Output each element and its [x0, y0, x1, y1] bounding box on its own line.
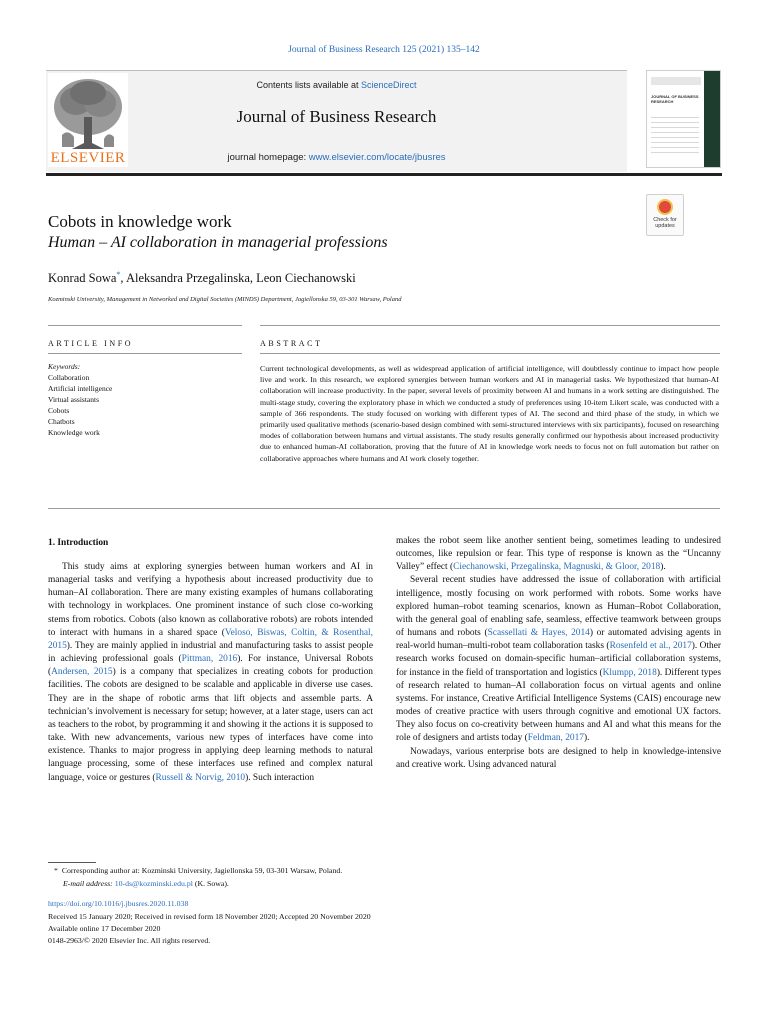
- abstract-bottom-rule: [48, 508, 720, 509]
- check-updates-icon: [657, 199, 673, 215]
- contents-available-line: [0, 80, 673, 90]
- email-link[interactable]: 10-ds@kozminski.edu.pl: [114, 879, 193, 888]
- paragraph-text: ) is a company that specializes in creating cobots for production facilities. The cobots are designed to be scalable and applicable in diverse use cases. They are in the shape of robotic arms that lift objects and assemble parts. A technician’s involvement is necessary for setup; however, at a later stage, users can act as teachers to the robot, by programming it and showing it the actions it is supposed to take. With new advancements, various new types of interfaces have come into existence. Thanks to major progress in applying deep learning methods to natural language processing, some of these interfaces use refined and complex natural language, voice or gestures (: [48, 667, 373, 783]
- journal-homepage-line: [0, 152, 673, 163]
- citation-link[interactable]: Russell & Norvig, 2010: [155, 772, 246, 783]
- paragraph-text: ) or automated advising agents in real-world human–multi-robot team collaboration tasks (: [396, 628, 722, 652]
- keyword-item: Artificial intelligence: [48, 384, 113, 393]
- available-online: Available online 17 December 2020: [48, 924, 161, 933]
- abstract-top-rule: [260, 325, 720, 326]
- body-column-right: [396, 535, 721, 772]
- email-label: E-mail address:: [63, 879, 113, 888]
- article-info-heading: ARTICLE INFO: [48, 339, 134, 348]
- paragraph-text: ). Different types of research related to human–AI collaboration focus on virtual agents and online systems. For instance, Creative Artificial Intelligence Systems (CAIS) encourage new modes of creative practice with users through cognitive and emotional UX factors. They also focus on co-creativity between humans and AI and what this means for the role of designers and artists today (: [396, 667, 721, 744]
- paragraph-text: Several recent studies have addressed the issue of collaboration with artificial intelligence, mostly focusing on work performed with robots. Some works have explored human–robot teaming scenarios, known as Human–Robot Collaboration, with the general goal of enabling safe, seamless, effective teamwork between groups of humans and robots (: [396, 575, 721, 639]
- continued-paragraph: [396, 535, 721, 574]
- citation-link[interactable]: Veloso, Biswas, Coltin, & Rosenthal, 2015: [48, 627, 373, 651]
- paragraph-text: ).: [660, 562, 666, 573]
- keywords-label: Keywords:: [48, 362, 81, 371]
- section-heading-introduction: 1. Introduction: [48, 538, 109, 548]
- body-paragraph: [396, 574, 721, 745]
- email-footnote: [63, 879, 229, 888]
- author-name: Konrad Sowa: [48, 271, 117, 286]
- article-info-top-rule: [48, 325, 242, 326]
- citation-link[interactable]: Pittman, 2016: [181, 654, 238, 665]
- journal-cover-thumbnail[interactable]: [646, 70, 721, 168]
- cover-journal-name: JOURNAL OF BUSINESS RESEARCH: [651, 94, 699, 104]
- abstract-text: Current technological developments, as well as widespread application of artificial intelligence, will doubtlessly continue to impact how people live and work. In this research, we explored synergies between human workers and AI in managerial tasks. We hypothesized that human-AI collaboration will increase productivity. In the paper, several levels of proximity between AI and humans in a work setting are distinguished. The multi-stage study, covering the exploratory phase in which we conducted a study of preferences using 10-item Likert scale, was conducted with a sample of 366 respondents. The study focused on working with different types of AI. The second and third phase of the study, in which we primarily used qualitative methods (scenario-based design combined with semi-structured interviews with six participants), focused on researching modes of collaboration between humans and virtual assistants. The study results generally confirmed our hypothesis about increased productivity due to enhanced human-AI collaboration, proving that the future of AI in knowledge work needs to focus not on full automation but rather on collaborative approaches where humans and AI work closely together.: [260, 364, 719, 463]
- journal-homepage-link[interactable]: www.elsevier.com/locate/jbusres: [308, 152, 446, 163]
- elsevier-wordmark: ELSEVIER: [50, 150, 126, 166]
- author-affiliation: Kozminski University, Management in Networked and Digital Societies (MINDS) Department, Jagiellonska 59, 03-301 Warsaw, Poland: [48, 296, 402, 303]
- doi-text[interactable]: https://doi.org/10.1016/j.jbusres.2020.11.038: [48, 899, 189, 908]
- citation-link[interactable]: Andersen, 2015: [51, 667, 113, 678]
- paper-title: Cobots in knowledge work: [48, 212, 232, 231]
- keyword-item: Chatbots: [48, 417, 75, 426]
- body-paragraph: Nowadays, various enterprise bots are designed to help in knowledge-intensive and creative work. Using advanced natural: [396, 746, 721, 770]
- keyword-item: Virtual assistants: [48, 395, 100, 404]
- journal-citation-link[interactable]: Journal of Business Research 125 (2021) 135–142: [288, 45, 480, 55]
- author-list: [48, 270, 356, 286]
- corresponding-author-text: Corresponding author at: Kozminski University, Jagiellonska 59, 03-301 Warsaw, Poland.: [61, 866, 343, 875]
- article-info-rule: [48, 353, 242, 354]
- paragraph-text: ). Such interaction: [245, 772, 315, 783]
- doi-link[interactable]: [48, 899, 188, 908]
- cover-side-band: [704, 71, 720, 167]
- footnote-rule: [48, 862, 96, 863]
- keyword-item: Cobots: [48, 406, 70, 415]
- abstract-rule: [260, 353, 720, 354]
- intro-paragraph: [48, 561, 373, 785]
- paragraph-text: ).: [584, 733, 590, 744]
- copyright-line: 0148-2963/© 2020 Elsevier Inc. All rights reserved.: [48, 936, 211, 945]
- homepage-prefix: journal homepage:: [227, 152, 309, 163]
- citation-link[interactable]: Ciechanowski, Przegalinska, Magnuski, & Gloor, 2018: [453, 562, 661, 573]
- received-dates: Received 15 January 2020; Received in revised form 18 November 2020; Accepted 20 November 2020: [48, 912, 371, 921]
- citation-link[interactable]: Klumpp, 2018: [602, 667, 657, 678]
- check-for-updates-button[interactable]: [646, 194, 684, 236]
- corresponding-author-footnote: [54, 866, 342, 875]
- header-rule: [46, 173, 722, 176]
- keyword-item: Knowledge work: [48, 428, 100, 437]
- citation-link[interactable]: Scassellati & Hayes, 2014: [487, 628, 590, 639]
- contents-prefix: Contents lists available at: [256, 80, 362, 90]
- email-suffix: (K. Sowa).: [192, 879, 229, 888]
- paragraph-text: ). Other research works focused on domain-specific human–artificial collaboration systems, for instance in the field of transportation and logistics (: [396, 641, 722, 678]
- sciencedirect-link[interactable]: ScienceDirect: [361, 80, 417, 90]
- citation-link[interactable]: Rosenfeld et al., 2017: [609, 641, 692, 652]
- footnote-marker: *: [54, 866, 58, 875]
- paragraph-text: ). For instance, Universal Robots (: [48, 654, 373, 678]
- cover-text-lines: [651, 117, 699, 157]
- keyword-item: Collaboration: [48, 373, 90, 382]
- citation-link[interactable]: Feldman, 2017: [527, 733, 584, 744]
- paragraph-text: This study aims at exploring synergies between human workers and AI in managerial tasks and verifying a hypothesis about increased productivity due to human–AI collaboration. There are many existing examples of humans collaborating with technology in workplaces. One prominent instance of such close co-working stems from robotics. Cobots (also known as collaborative robots) are robots intended to interact with humans in a shared space (: [48, 562, 373, 638]
- journal-title: Journal of Business Research: [236, 107, 437, 126]
- abstract-heading: ABSTRACT: [260, 339, 323, 348]
- paper-subtitle: Human – AI collaboration in managerial professions: [48, 234, 388, 251]
- paragraph-text: makes the robot seem like another sentient being, sometimes leading to undesired outcomes, like repulsion or fear. This type of response is known as the “Uncanny Valley” effect (: [396, 536, 721, 573]
- check-updates-label: Check for updates: [653, 217, 677, 229]
- body-column-left: [48, 561, 373, 785]
- keyword-list: [48, 372, 112, 438]
- corresponding-author-marker[interactable]: *: [116, 270, 121, 279]
- co-authors: , Aleksandra Przegalinska, Leon Ciechanowski: [120, 271, 356, 286]
- paragraph-text: ). They are mainly applied in industrial and manufacturing tasks to assist people in achieving professional goals (: [48, 640, 373, 665]
- cover-header-strip: [651, 77, 701, 85]
